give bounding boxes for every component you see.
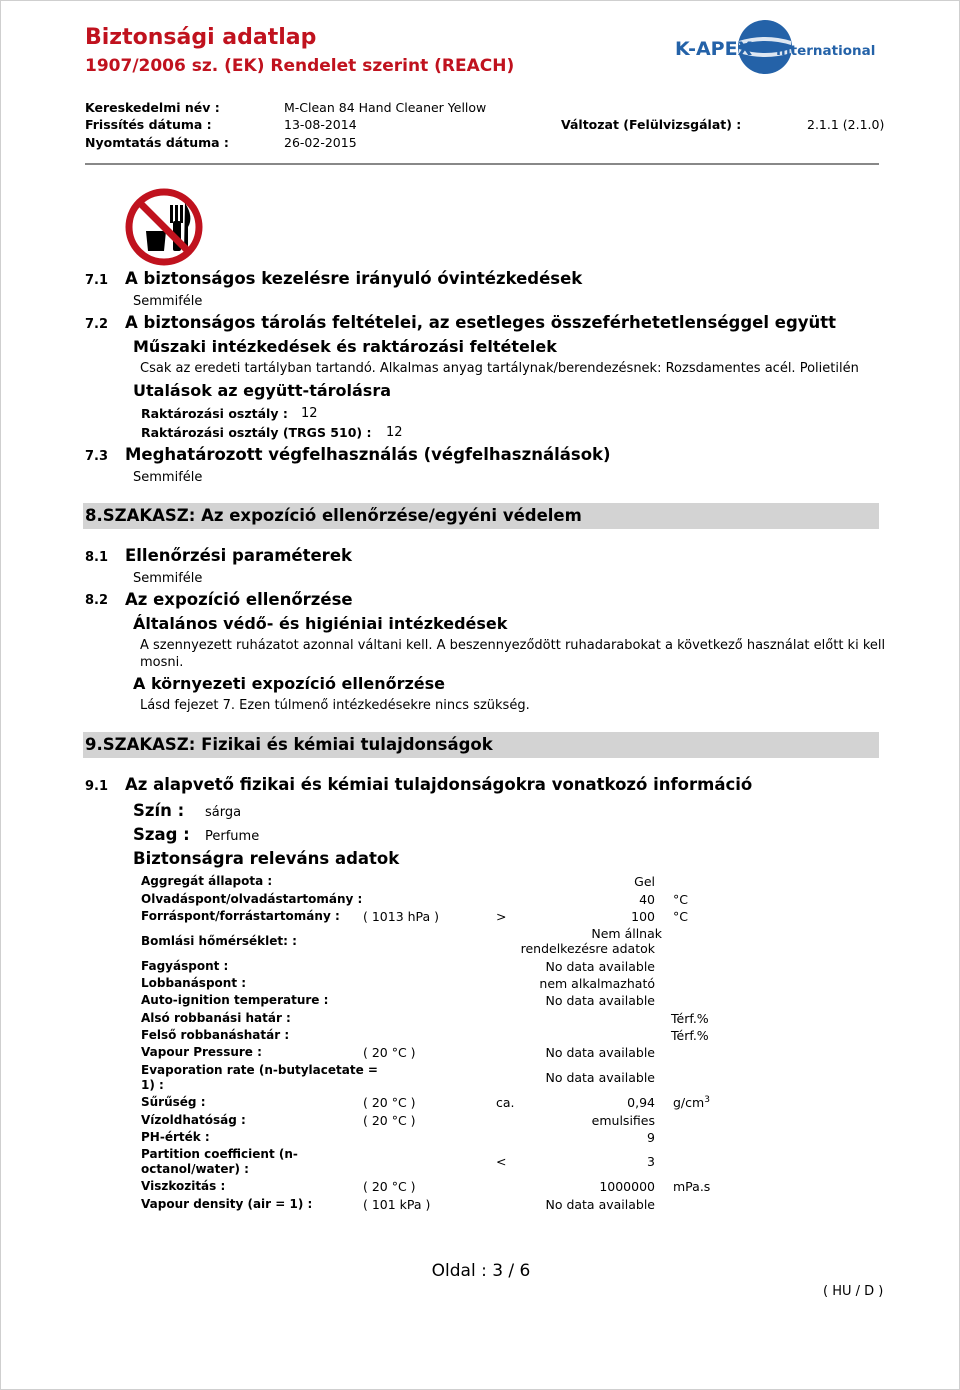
prop-value: 0,94 <box>627 1095 655 1110</box>
prop-value: No data available <box>545 993 655 1008</box>
section-8-title: 8.SZAKASZ: Az expozíció ellenőrzése/egyéni védelem <box>85 506 582 525</box>
prop-label-line2: 1) : <box>141 1078 164 1092</box>
prop-label: Viszkozitás : <box>141 1179 226 1193</box>
prop-unit: °C <box>673 909 688 924</box>
section-7-2-number: 7.2 <box>85 317 109 332</box>
logo-text-kapex: K-APEX <box>675 38 753 60</box>
no-eating-drinking-icon <box>124 187 204 267</box>
section-7-2-heading: A biztonságos tárolás feltételei, az esetleges összeférhetetlenséggel együtt <box>125 313 837 332</box>
prop-operator: < <box>496 1154 507 1169</box>
prop-label: Bomlási hőmérséklet: : <box>141 934 297 948</box>
prop-operator: > <box>496 909 507 924</box>
section-7-1-number: 7.1 <box>85 273 109 288</box>
prop-label: Partition coefficient (n- <box>141 1147 298 1161</box>
prop-unit: Térf.% <box>671 1028 709 1043</box>
odor-label: Szag : <box>133 825 190 844</box>
prop-value: No data available <box>545 1070 655 1085</box>
prop-label-line2: octanol/water) : <box>141 1162 249 1176</box>
prop-label: Forráspont/forrástartomány : <box>141 909 340 923</box>
hygiene-measures-heading: Általános védő- és higiéniai intézkedések <box>133 614 508 633</box>
section-9-1-number: 9.1 <box>85 779 109 794</box>
storage-class-value: 12 <box>301 406 318 421</box>
environmental-exposure-heading: A környezeti expozíció ellenőrzése <box>133 674 446 693</box>
prop-unit: Térf.% <box>671 1011 709 1026</box>
prop-condition: ( 20 °C ) <box>363 1113 416 1128</box>
prop-operator: ca. <box>496 1095 515 1110</box>
logo-text-international: International <box>776 43 876 59</box>
hygiene-measures-text-line2: mosni. <box>140 655 184 670</box>
update-date-value: 13-08-2014 <box>284 117 357 132</box>
prop-value: No data available <box>545 1045 655 1060</box>
storage-class-trgs-label: Raktározási osztály (TRGS 510) : <box>141 425 372 440</box>
trade-name-value: M-Clean 84 Hand Cleaner Yellow <box>284 100 487 115</box>
prop-label: Vapour Pressure : <box>141 1045 262 1059</box>
prop-condition: ( 101 kPa ) <box>363 1197 431 1212</box>
section-7-3-heading: Meghatározott végfelhasználás (végfelhasználások) <box>125 445 611 464</box>
section-7-3-text: Semmiféle <box>133 470 203 485</box>
prop-label: Olvadáspont/olvadástartomány : <box>141 892 363 906</box>
section-8-1-heading: Ellenőrzési paraméterek <box>125 546 352 565</box>
co-storage-heading: Utalások az együtt-tárolásra <box>133 381 392 400</box>
regulation-subtitle: 1907/2006 sz. (EK) Rendelet szerint (REACH) <box>85 56 515 76</box>
section-7-3-number: 7.3 <box>85 449 109 464</box>
prop-unit-superscript: 3 <box>704 1095 710 1105</box>
safety-data-heading: Biztonságra releváns adatok <box>133 849 400 868</box>
section-8-1-text: Semmiféle <box>133 571 203 586</box>
print-date-value: 26-02-2015 <box>284 135 357 150</box>
section-8-1-number: 8.1 <box>85 550 109 565</box>
prop-condition: ( 20 °C ) <box>363 1045 416 1060</box>
storage-class-label: Raktározási osztály : <box>141 406 288 421</box>
prop-label: Auto-ignition temperature : <box>141 993 329 1007</box>
prop-label: Sűrűség : <box>141 1095 206 1109</box>
technical-measures-text: Csak az eredeti tartályban tartandó. Alkalmas anyag tartálynak/berendezésnek: Rozsdamentes acél. Polietilén <box>140 361 859 376</box>
prop-value: No data available <box>545 1197 655 1212</box>
document-title: Biztonsági adatlap <box>85 25 317 50</box>
prop-label: Fagyáspont : <box>141 959 229 973</box>
section-8-2-heading: Az expozíció ellenőrzése <box>125 590 353 609</box>
trade-name-label: Kereskedelmi név : <box>85 100 220 115</box>
prop-value-line2: rendelkezésre adatok <box>520 941 655 956</box>
version-label: Változat (Felülvizsgálat) : <box>561 117 742 132</box>
prop-value: Gel <box>634 874 655 889</box>
update-date-label: Frissítés dátuma : <box>85 117 212 132</box>
prop-value: emulsifies <box>591 1113 655 1128</box>
prop-value: 3 <box>647 1154 655 1169</box>
prop-label: Lobbanáspont : <box>141 976 247 990</box>
k-apex-logo <box>673 19 883 75</box>
storage-class-trgs-value: 12 <box>386 425 403 440</box>
prop-condition: ( 1013 hPa ) <box>363 909 440 924</box>
prop-value: No data available <box>545 959 655 974</box>
prop-condition: ( 20 °C ) <box>363 1095 416 1110</box>
prop-label: Vízoldhatóság : <box>141 1113 246 1127</box>
color-label: Szín : <box>133 801 185 820</box>
prop-label: Vapour density (air = 1) : <box>141 1197 313 1211</box>
prop-unit: $g/cm^3$ <box>673 1095 710 1111</box>
version-value: 2.1.1 (2.1.0) <box>807 117 885 132</box>
language-code: ( HU / D ) <box>823 1284 884 1299</box>
prop-value: nem alkalmazható <box>539 976 655 991</box>
prop-unit: °C <box>673 892 688 907</box>
hygiene-measures-text-line1: A szennyezett ruházatot azonnal váltani kell. A beszennyeződött ruhadarabokat a következő használat előtt ki kell <box>140 638 886 653</box>
odor-value: Perfume <box>205 829 260 844</box>
section-7-1-text: Semmiféle <box>133 294 203 309</box>
color-value: sárga <box>205 805 242 820</box>
prop-unit: mPa.s <box>673 1179 711 1194</box>
prop-value: 9 <box>647 1130 655 1145</box>
prop-value: Nem állnak <box>591 926 662 941</box>
prop-value: 100 <box>631 909 655 924</box>
page-number: Oldal : 3 / 6 <box>431 1261 531 1281</box>
prop-value: 1000000 <box>599 1179 655 1194</box>
prop-label: Felső robbanáshatár : <box>141 1028 290 1042</box>
prop-value: 40 <box>639 892 655 907</box>
prop-label: Evaporation rate (n-butylacetate = <box>141 1063 378 1077</box>
prop-label: PH-érték : <box>141 1130 210 1144</box>
environmental-exposure-text: Lásd fejezet 7. Ezen túlmenő intézkedésekre nincs szükség. <box>140 698 530 713</box>
technical-measures-heading: Műszaki intézkedések és raktározási feltételek <box>133 337 557 356</box>
prop-condition: ( 20 °C ) <box>363 1179 416 1194</box>
section-9-title: 9.SZAKASZ: Fizikai és kémiai tulajdonságok <box>85 735 493 754</box>
section-7-1-heading: A biztonságos kezelésre irányuló óvintézkedések <box>125 269 583 288</box>
section-9-1-heading: Az alapvető fizikai és kémiai tulajdonságokra vonatkozó információ <box>125 775 753 794</box>
print-date-label: Nyomtatás dátuma : <box>85 135 229 150</box>
section-8-2-number: 8.2 <box>85 593 109 608</box>
prop-label: Alsó robbanási határ : <box>141 1011 291 1025</box>
header-divider <box>85 163 879 165</box>
prop-label: Aggregát állapota : <box>141 874 273 888</box>
